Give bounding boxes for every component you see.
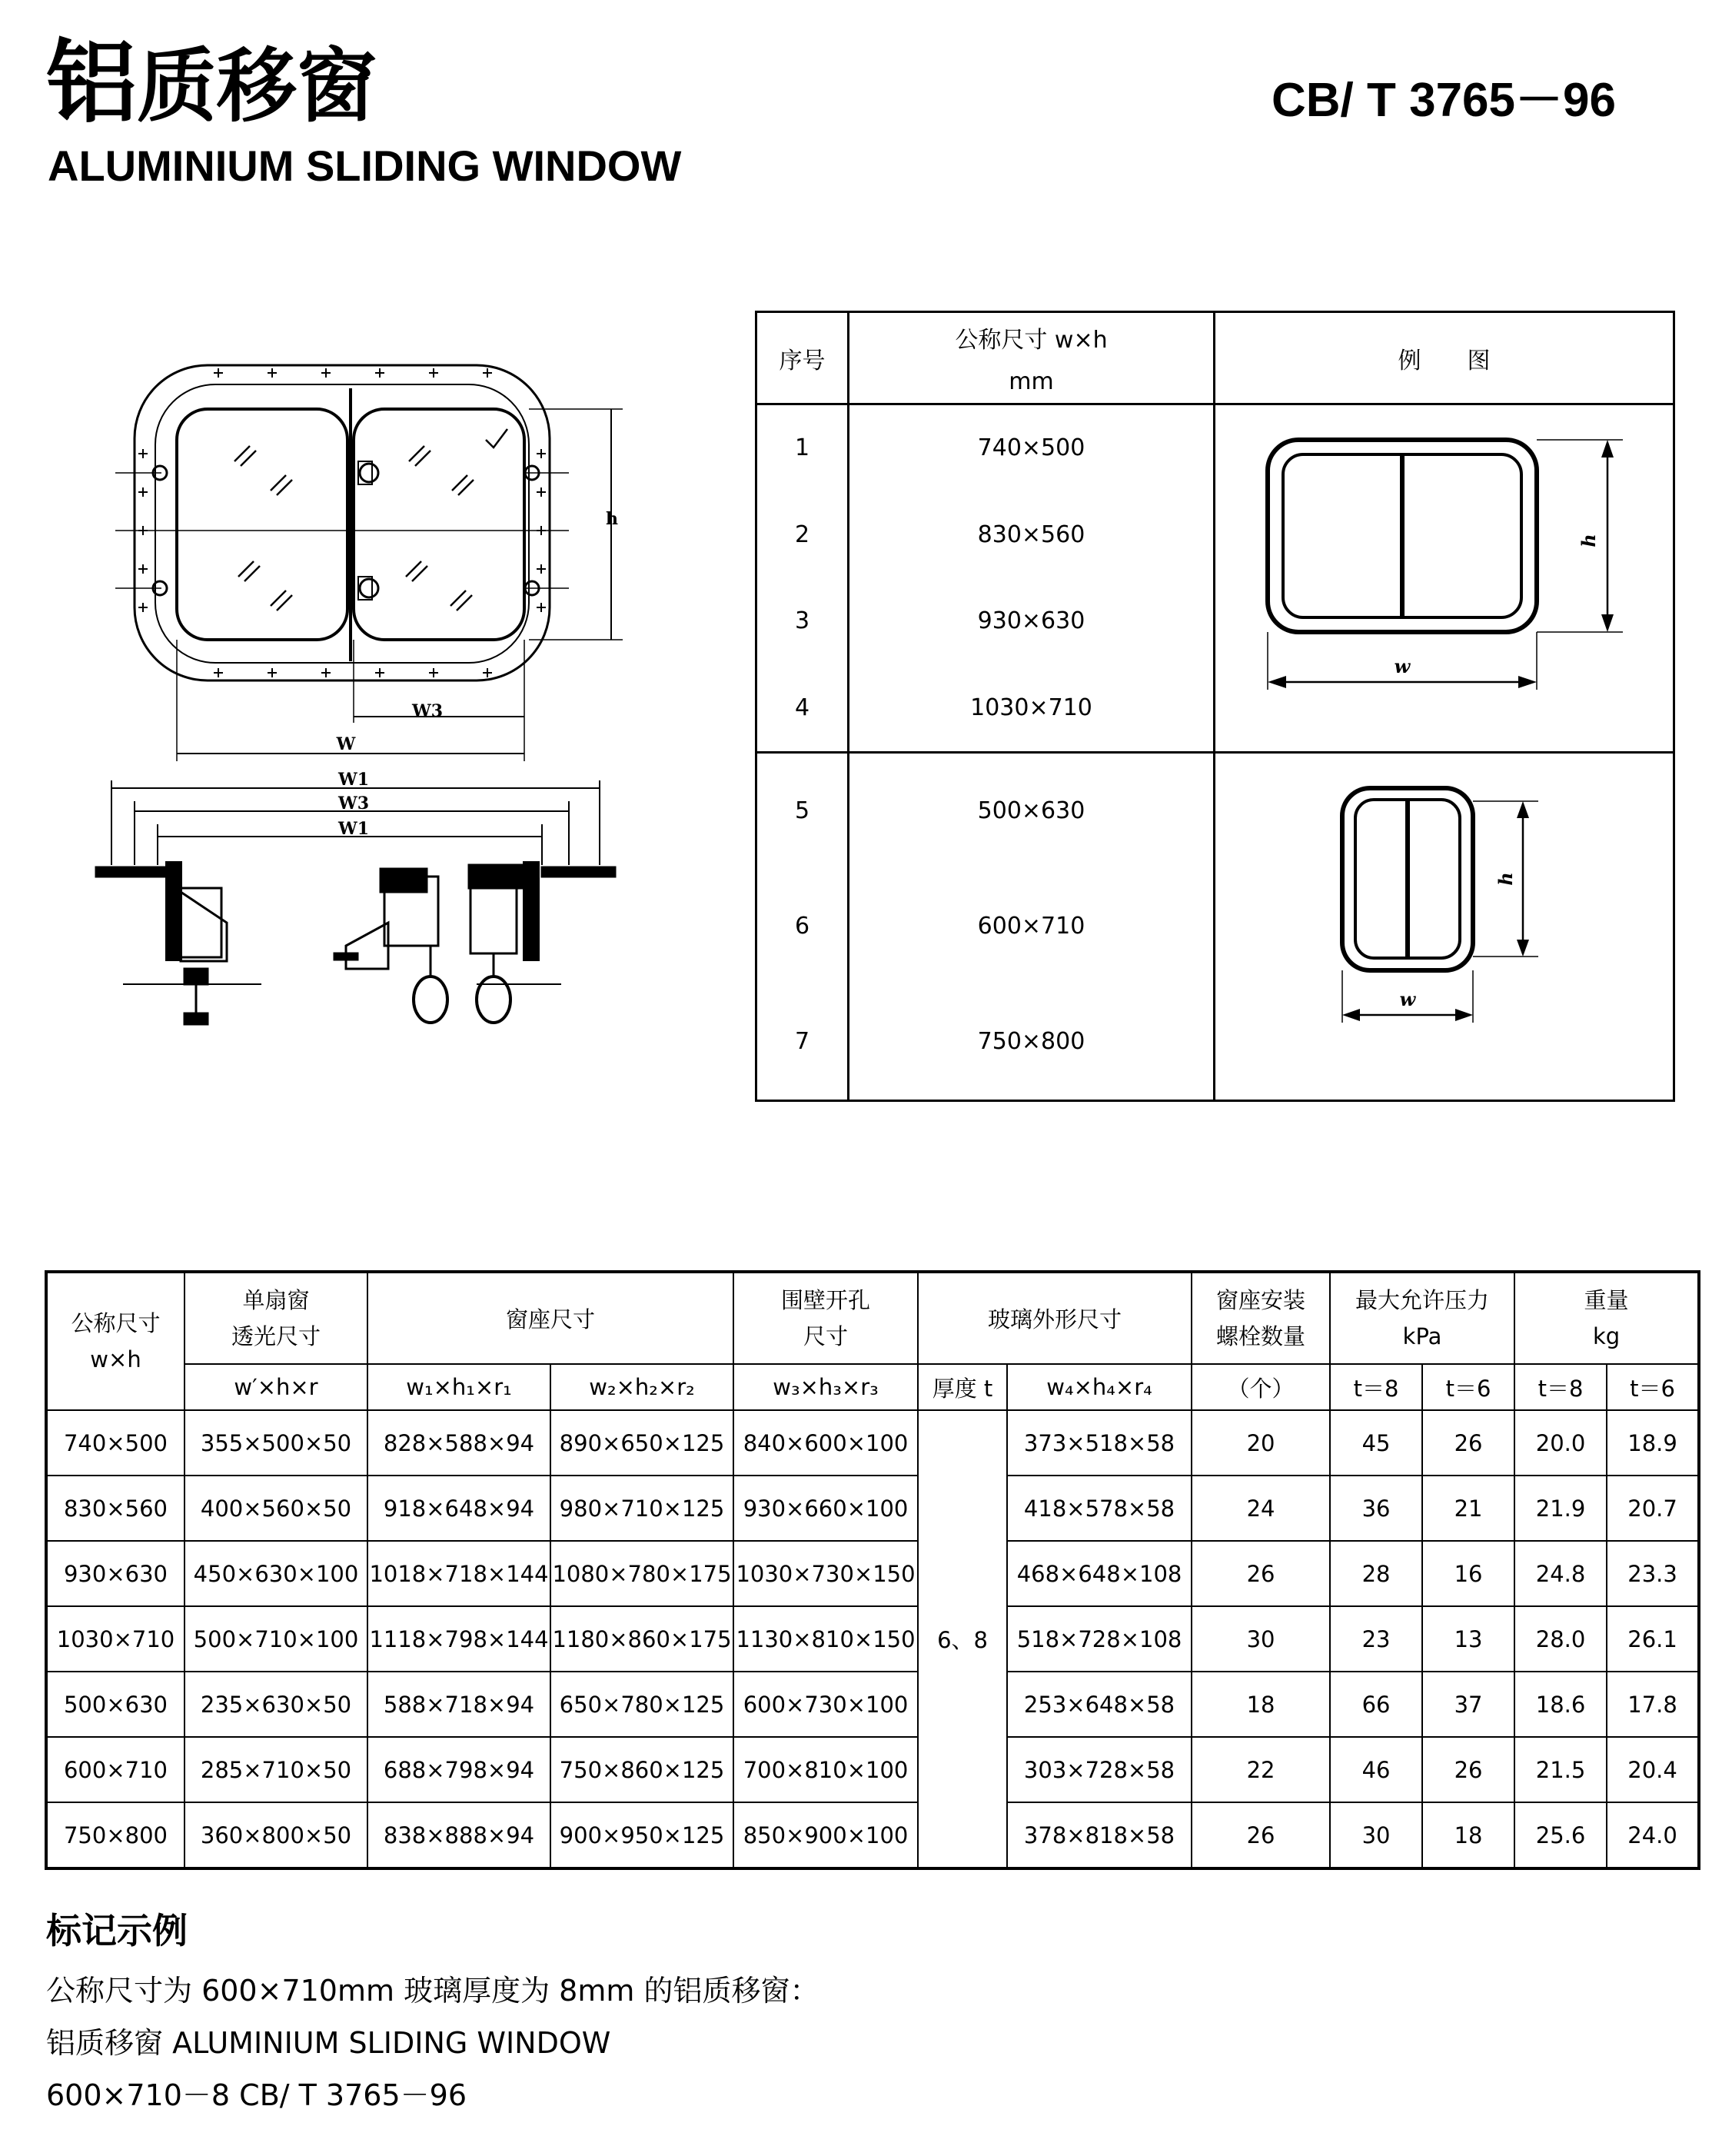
single-sash-cell: 235×630×50 bbox=[185, 1672, 367, 1737]
seq-4: 4 bbox=[794, 694, 810, 721]
col-bolt-unit: （个） bbox=[1192, 1364, 1330, 1410]
size-5: 500×630 bbox=[977, 797, 1085, 824]
marking-example-line3: 600×710－8 CB/ T 3765－96 bbox=[46, 2078, 467, 2112]
table-row bbox=[46, 1606, 1699, 1672]
nominal-size-table bbox=[755, 311, 1675, 1102]
table-row bbox=[46, 1737, 1699, 1802]
col-glass-sub: w₄×h₄×r₄ bbox=[1007, 1364, 1192, 1410]
table-row bbox=[46, 1476, 1699, 1541]
size-1: 740×500 bbox=[977, 434, 1085, 462]
col-bulkhead-opening bbox=[733, 1272, 918, 1364]
col-seat-size: 窗座尺寸 bbox=[367, 1272, 733, 1364]
seat-w2-cell: 900×950×125 bbox=[550, 1802, 733, 1868]
weight-t6-cell: 18.9 bbox=[1607, 1410, 1699, 1476]
seq-group2 bbox=[756, 753, 849, 1101]
weight-t8-cell: 25.6 bbox=[1514, 1802, 1607, 1868]
table-row bbox=[46, 1802, 1699, 1868]
col-bulkhead-line2: 尺寸 bbox=[803, 1323, 849, 1349]
marking-example-line1: 公称尺寸为 600×710mm 玻璃厚度为 8mm 的铝质移窗： bbox=[46, 1974, 819, 2008]
pressure-t6-cell: 26 bbox=[1422, 1737, 1514, 1802]
dim-w3-label: W3 bbox=[411, 701, 444, 721]
col-max-pressure bbox=[1330, 1272, 1514, 1364]
bolt-count-cell: 26 bbox=[1192, 1541, 1330, 1606]
single-sash-cell: 355×500×50 bbox=[185, 1410, 367, 1476]
nominal-size-cell: 930×630 bbox=[46, 1541, 185, 1606]
weight-t8-cell: 21.5 bbox=[1514, 1737, 1607, 1802]
seat-w2-cell: 750×860×125 bbox=[550, 1737, 733, 1802]
bulkhead-cell: 840×600×100 bbox=[733, 1410, 918, 1476]
pressure-t8-cell: 28 bbox=[1330, 1541, 1422, 1606]
window-technical-drawing bbox=[92, 354, 630, 1061]
seq-1: 1 bbox=[794, 434, 810, 462]
nominal-size-header-unit: mm bbox=[1009, 368, 1054, 395]
single-sash-cell: 360×800×50 bbox=[185, 1802, 367, 1868]
pressure-t8-cell: 66 bbox=[1330, 1672, 1422, 1737]
col-pressure-unit: kPa bbox=[1402, 1323, 1442, 1349]
weight-t6-cell: 23.3 bbox=[1607, 1541, 1699, 1606]
title-first-char: 铝 bbox=[46, 29, 138, 135]
seat-w1-cell: 1118×798×144 bbox=[367, 1606, 550, 1672]
seat-w1-cell: 688×798×94 bbox=[367, 1737, 550, 1802]
pressure-t8-cell: 45 bbox=[1330, 1410, 1422, 1476]
col-nominal-size bbox=[46, 1272, 185, 1410]
marking-example-line2: 铝质移窗 ALUMINIUM SLIDING WINDOW bbox=[46, 2026, 611, 2060]
col-bolt-count bbox=[1192, 1272, 1330, 1364]
seat-w2-cell: 890×650×125 bbox=[550, 1410, 733, 1476]
pressure-t8-cell: 23 bbox=[1330, 1606, 1422, 1672]
seat-w2-cell: 650×780×125 bbox=[550, 1672, 733, 1737]
nominal-size-cell: 1030×710 bbox=[46, 1606, 185, 1672]
weight-t8-cell: 20.0 bbox=[1514, 1410, 1607, 1476]
col-pressure-t8: t＝8 bbox=[1330, 1364, 1422, 1410]
fig1-w-label: w bbox=[1394, 655, 1411, 677]
pressure-t8-cell: 30 bbox=[1330, 1802, 1422, 1868]
single-sash-cell: 400×560×50 bbox=[185, 1476, 367, 1541]
seat-w2-cell: 1080×780×175 bbox=[550, 1541, 733, 1606]
bulkhead-cell: 930×660×100 bbox=[733, 1476, 918, 1541]
col-nominal-line1: 公称尺寸 bbox=[71, 1310, 161, 1337]
bulkhead-cell: 600×730×100 bbox=[733, 1672, 918, 1737]
bolt-count-cell: 24 bbox=[1192, 1476, 1330, 1541]
dim-w1-top-label: W1 bbox=[337, 770, 370, 790]
seat-w1-cell: 918×648×94 bbox=[367, 1476, 550, 1541]
seq-group1 bbox=[756, 404, 849, 753]
bolt-marks bbox=[138, 368, 546, 677]
weight-t8-cell: 21.9 bbox=[1514, 1476, 1607, 1541]
window-specification-table bbox=[45, 1270, 1700, 1870]
left-sash bbox=[177, 409, 347, 640]
pressure-t6-cell: 26 bbox=[1422, 1410, 1514, 1476]
col-weight-t6: t＝6 bbox=[1607, 1364, 1699, 1410]
figure-group2 bbox=[1215, 753, 1674, 1101]
pressure-t8-cell: 46 bbox=[1330, 1737, 1422, 1802]
col-glass-size: 玻璃外形尺寸 bbox=[918, 1272, 1192, 1364]
figure-header: 例 图 bbox=[1215, 312, 1674, 404]
col-weight-unit: kg bbox=[1592, 1323, 1621, 1349]
weight-t6-cell: 20.7 bbox=[1607, 1476, 1699, 1541]
nominal-size-cell: 500×630 bbox=[46, 1672, 185, 1737]
pressure-t6-cell: 18 bbox=[1422, 1802, 1514, 1868]
col-nominal-line2: w×h bbox=[90, 1346, 141, 1372]
table-row bbox=[46, 1672, 1699, 1737]
weight-t6-cell: 24.0 bbox=[1607, 1802, 1699, 1868]
seat-w1-cell: 1018×718×144 bbox=[367, 1541, 550, 1606]
bolt-count-cell: 26 bbox=[1192, 1802, 1330, 1868]
right-sash bbox=[354, 409, 524, 640]
col-pressure-line1: 最大允许压力 bbox=[1355, 1287, 1490, 1314]
col-bolt-line1: 窗座安装 bbox=[1216, 1287, 1306, 1314]
col-glass-thickness: 厚度 t bbox=[918, 1364, 1007, 1410]
dim-h-label: h bbox=[606, 509, 618, 529]
glass-size-cell: 518×728×108 bbox=[1007, 1606, 1192, 1672]
nominal-size-cell: 740×500 bbox=[46, 1410, 185, 1476]
col-single-sash-line2: 透光尺寸 bbox=[231, 1323, 321, 1349]
size-3: 930×630 bbox=[977, 607, 1085, 635]
seq-2: 2 bbox=[794, 521, 810, 548]
col-seat-sub2: w₂×h₂×r₂ bbox=[550, 1364, 733, 1410]
weight-t6-cell: 17.8 bbox=[1607, 1672, 1699, 1737]
sizes-group2 bbox=[849, 753, 1215, 1101]
nominal-size-cell: 830×560 bbox=[46, 1476, 185, 1541]
table-row bbox=[46, 1541, 1699, 1606]
weight-t6-cell: 26.1 bbox=[1607, 1606, 1699, 1672]
glass-size-cell: 373×518×58 bbox=[1007, 1410, 1192, 1476]
col-bolt-line2: 螺栓数量 bbox=[1216, 1323, 1306, 1349]
standard-number: CB/ T 3765－96 bbox=[1272, 74, 1616, 127]
glass-thickness-cell: 6、8 bbox=[918, 1410, 1007, 1868]
col-weight-t8: t＝8 bbox=[1514, 1364, 1607, 1410]
size-6: 600×710 bbox=[977, 913, 1085, 940]
single-sash-cell: 500×710×100 bbox=[185, 1606, 367, 1672]
bulkhead-cell: 1030×730×150 bbox=[733, 1541, 918, 1606]
col-pressure-t6: t＝6 bbox=[1422, 1364, 1514, 1410]
nominal-size-header bbox=[849, 312, 1215, 404]
glass-size-cell: 303×728×58 bbox=[1007, 1737, 1192, 1802]
size-2: 830×560 bbox=[977, 521, 1085, 548]
seq-5: 5 bbox=[794, 797, 810, 824]
dim-w1-bottom-label: W1 bbox=[337, 819, 370, 839]
col-single-sash-sub: w′×h×r bbox=[185, 1364, 367, 1410]
col-bulkhead-sub: w₃×h₃×r₃ bbox=[733, 1364, 918, 1410]
title-rest: 质移窗 bbox=[137, 39, 377, 133]
page-title-en: ALUMINIUM SLIDING WINDOW bbox=[48, 141, 682, 190]
col-seat-sub1: w₁×h₁×r₁ bbox=[367, 1364, 550, 1410]
fig2-w-label: w bbox=[1399, 988, 1416, 1010]
nominal-size-cell: 750×800 bbox=[46, 1802, 185, 1868]
seat-w1-cell: 588×718×94 bbox=[367, 1672, 550, 1737]
pressure-t6-cell: 13 bbox=[1422, 1606, 1514, 1672]
fig1-h-label: h bbox=[1577, 534, 1600, 547]
col-weight bbox=[1514, 1272, 1699, 1364]
dim-w3-mid-label: W3 bbox=[337, 794, 370, 813]
portrait-window-figure bbox=[1215, 754, 1675, 1093]
seq-header: 序号 bbox=[756, 312, 849, 404]
glass-size-cell: 418×578×58 bbox=[1007, 1476, 1192, 1541]
col-single-sash-line1: 单扇窗 bbox=[242, 1287, 310, 1314]
col-bulkhead-line1: 围壁开孔 bbox=[781, 1287, 871, 1314]
pressure-t6-cell: 21 bbox=[1422, 1476, 1514, 1541]
bulkhead-cell: 700×810×100 bbox=[733, 1737, 918, 1802]
weight-t6-cell: 20.4 bbox=[1607, 1737, 1699, 1802]
size-7: 750×800 bbox=[977, 1028, 1085, 1055]
single-sash-cell: 285×710×50 bbox=[185, 1737, 367, 1802]
spec-table-body bbox=[46, 1410, 1699, 1868]
seq-3: 3 bbox=[794, 607, 810, 635]
seq-6: 6 bbox=[794, 913, 810, 940]
glass-size-cell: 253×648×58 bbox=[1007, 1672, 1192, 1737]
fig2-h-label: h bbox=[1494, 872, 1517, 886]
weight-t8-cell: 24.8 bbox=[1514, 1541, 1607, 1606]
seat-w2-cell: 980×710×125 bbox=[550, 1476, 733, 1541]
size-4: 1030×710 bbox=[970, 694, 1092, 721]
glass-size-cell: 378×818×58 bbox=[1007, 1802, 1192, 1868]
col-single-sash bbox=[185, 1272, 367, 1364]
marking-example-heading: 标记示例 bbox=[46, 1910, 188, 1951]
glass-size-cell: 468×648×108 bbox=[1007, 1541, 1192, 1606]
pressure-t6-cell: 37 bbox=[1422, 1672, 1514, 1737]
col-weight-line1: 重量 bbox=[1584, 1287, 1629, 1314]
seat-w2-cell: 1180×860×175 bbox=[550, 1606, 733, 1672]
pressure-t8-cell: 36 bbox=[1330, 1476, 1422, 1541]
sizes-group1 bbox=[849, 404, 1215, 753]
weight-t8-cell: 18.6 bbox=[1514, 1672, 1607, 1737]
seat-w1-cell: 838×888×94 bbox=[367, 1802, 550, 1868]
bulkhead-cell: 850×900×100 bbox=[733, 1802, 918, 1868]
table-row bbox=[46, 1410, 1699, 1476]
bolt-count-cell: 20 bbox=[1192, 1410, 1330, 1476]
bulkhead-cell: 1130×810×150 bbox=[733, 1606, 918, 1672]
pressure-t6-cell: 16 bbox=[1422, 1541, 1514, 1606]
seq-7: 7 bbox=[794, 1028, 810, 1055]
figure-group1 bbox=[1215, 404, 1674, 753]
page-title-cn bbox=[46, 29, 377, 135]
seat-w1-cell: 828×588×94 bbox=[367, 1410, 550, 1476]
weight-t8-cell: 28.0 bbox=[1514, 1606, 1607, 1672]
nominal-size-cell: 600×710 bbox=[46, 1737, 185, 1802]
nominal-size-header-line1: 公称尺寸 w×h bbox=[955, 327, 1108, 354]
bolt-count-cell: 30 bbox=[1192, 1606, 1330, 1672]
dim-w-label: W bbox=[336, 734, 356, 754]
bolt-count-cell: 18 bbox=[1192, 1672, 1330, 1737]
bolt-count-cell: 22 bbox=[1192, 1737, 1330, 1802]
landscape-window-figure bbox=[1215, 405, 1675, 745]
single-sash-cell: 450×630×100 bbox=[185, 1541, 367, 1606]
